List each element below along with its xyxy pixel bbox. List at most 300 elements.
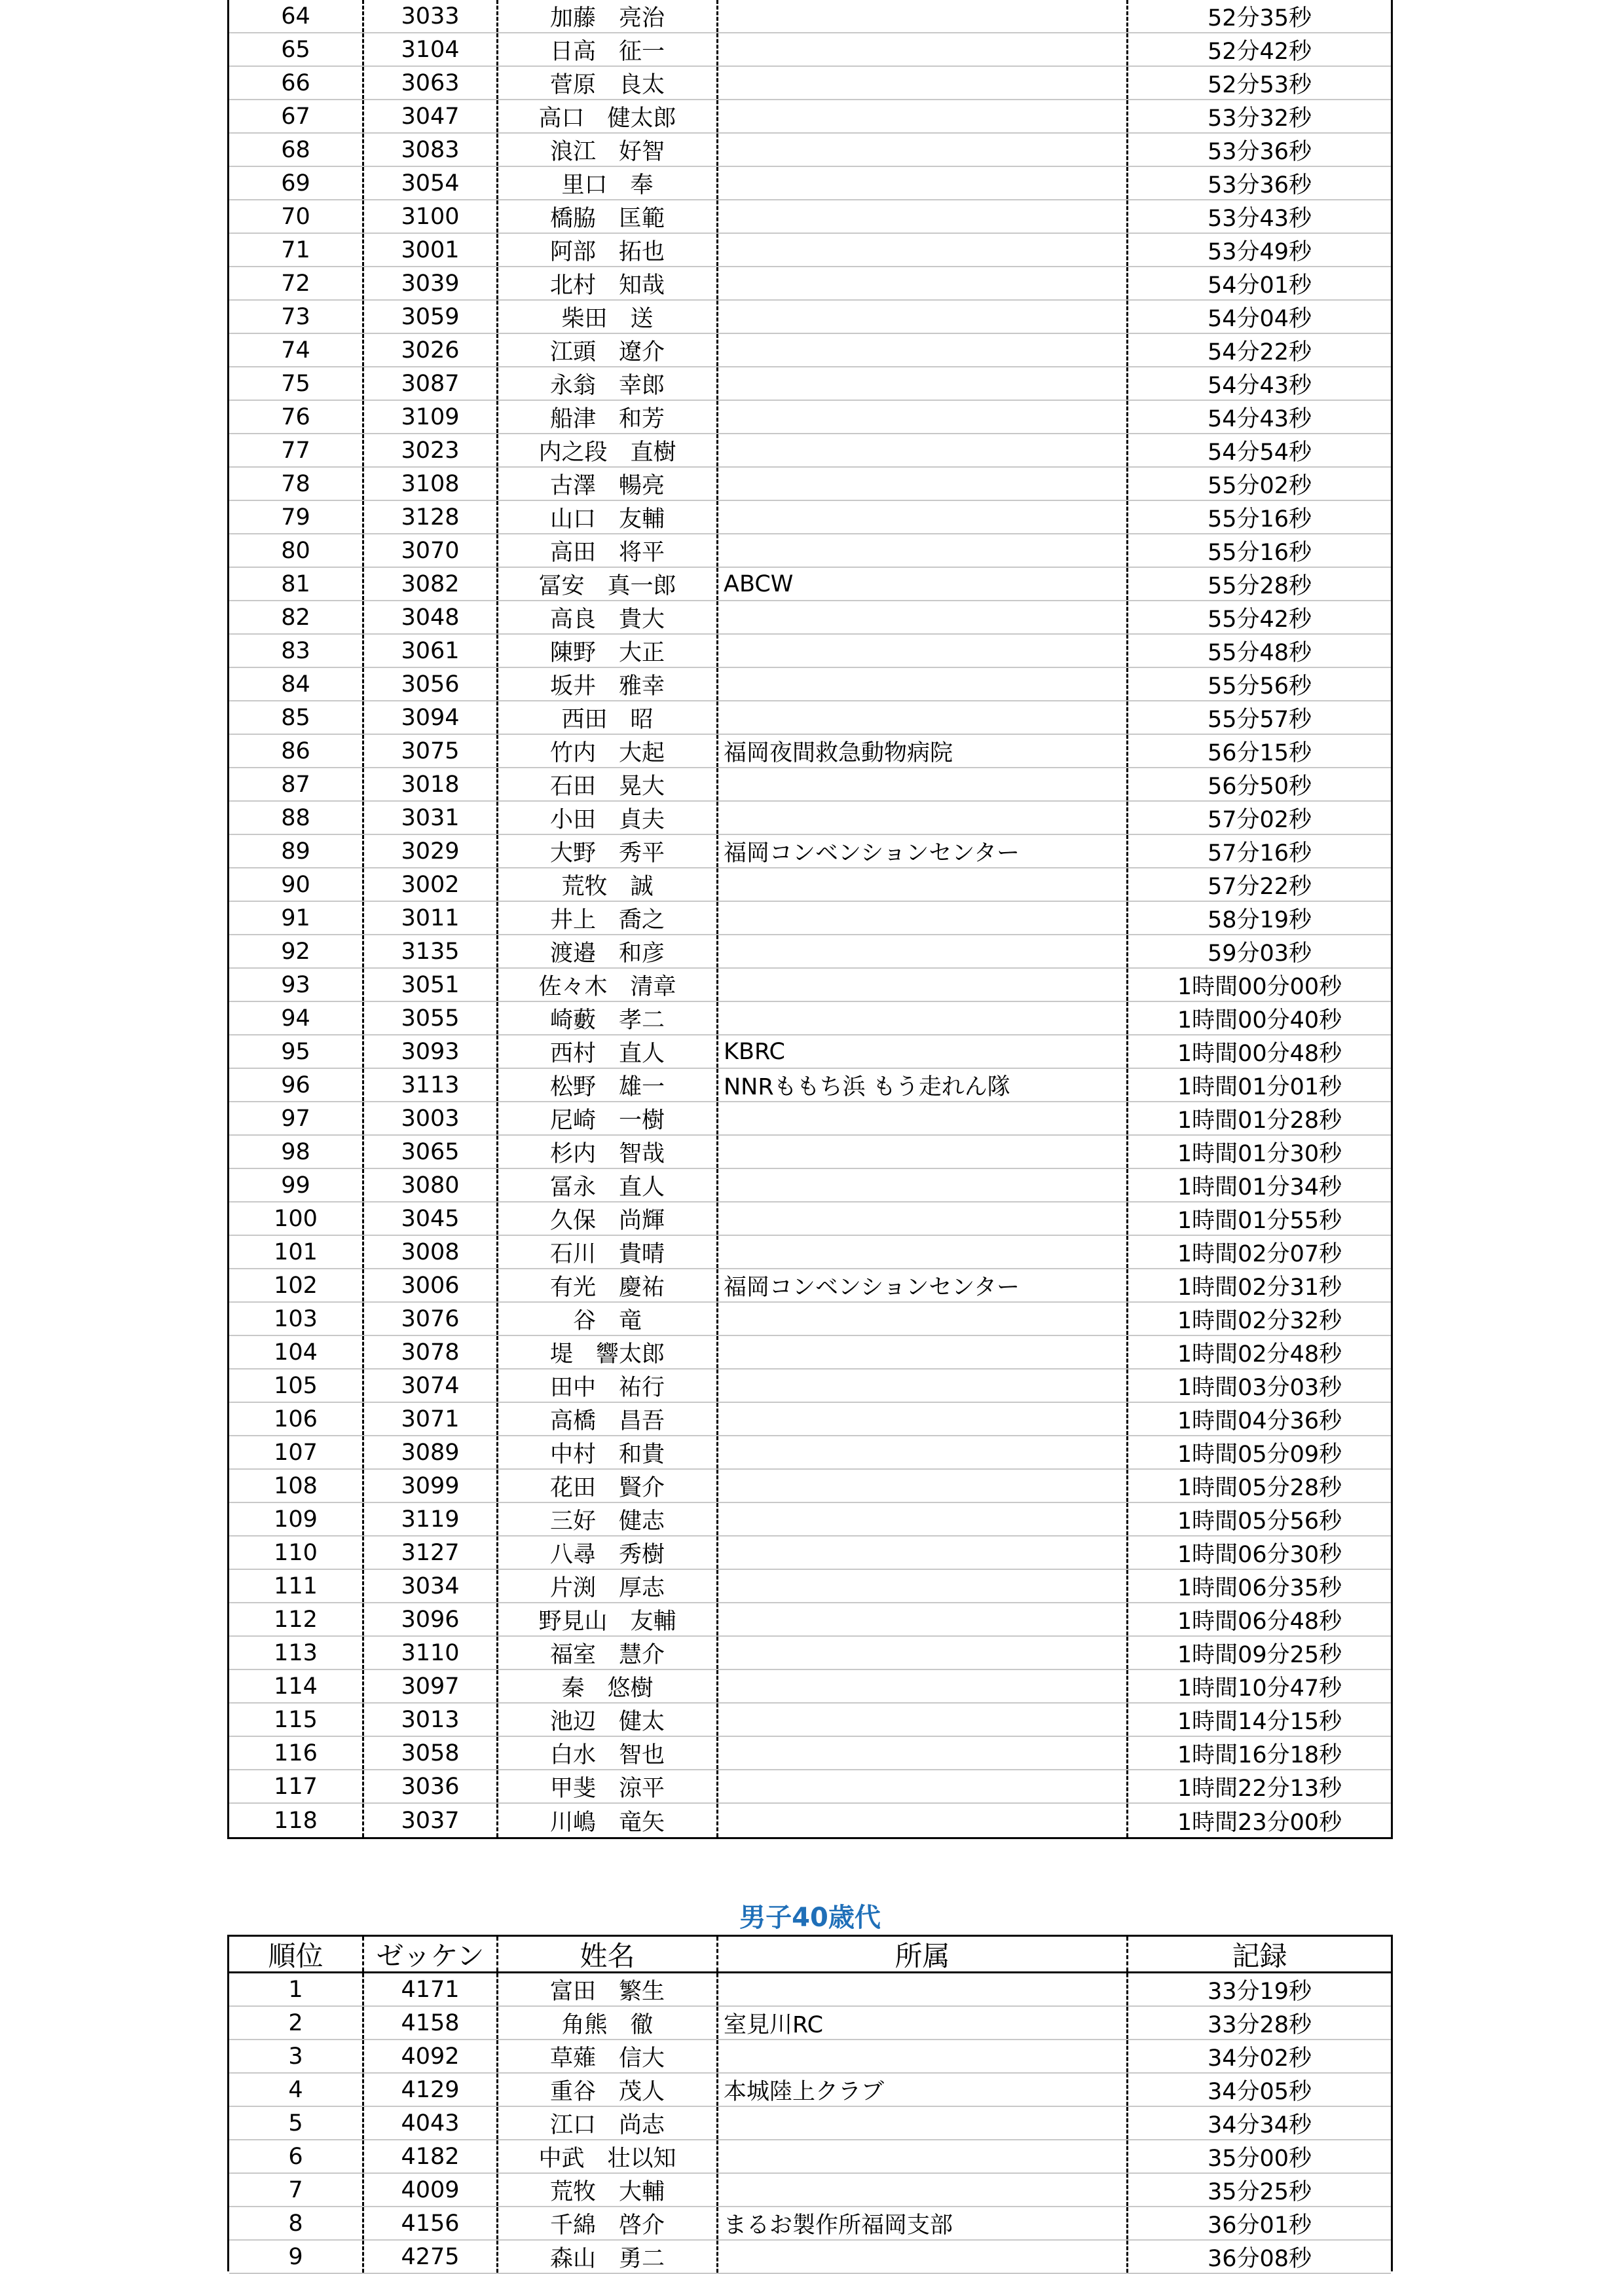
record-cell: 55分02秒 bbox=[1207, 472, 1312, 499]
record-cell: 52分53秒 bbox=[1207, 71, 1312, 98]
name-cell: 田中 祐行 bbox=[498, 1370, 718, 1402]
table-row bbox=[229, 2140, 1391, 2174]
table-row bbox=[229, 200, 1391, 234]
record-cell: 1時間14分15秒 bbox=[1177, 1708, 1342, 1735]
record-cell: 54分43秒 bbox=[1207, 405, 1312, 432]
table-row bbox=[229, 668, 1391, 701]
record-cell: 55分16秒 bbox=[1207, 539, 1312, 566]
affiliation-cell bbox=[718, 1704, 1128, 1736]
record-cell: 1時間05分56秒 bbox=[1177, 1508, 1342, 1535]
bib-cell: 3036 bbox=[364, 1770, 498, 1802]
table-row bbox=[229, 534, 1391, 568]
rank-cell: 117 bbox=[229, 1770, 364, 1802]
rank-cell: 81 bbox=[229, 568, 364, 600]
name-cell: 坂井 雅幸 bbox=[498, 668, 718, 700]
name-cell: 浪江 好智 bbox=[498, 134, 718, 166]
table-row bbox=[229, 1336, 1391, 1370]
record-cell: 1時間06分30秒 bbox=[1177, 1541, 1342, 1568]
name-cell: 松野 雄一 bbox=[498, 1069, 718, 1101]
bib-cell: 3076 bbox=[364, 1303, 498, 1335]
record-cell: 53分36秒 bbox=[1207, 138, 1312, 165]
affiliation-cell bbox=[718, 668, 1128, 700]
rank-cell: 90 bbox=[229, 868, 364, 901]
rank-cell: 103 bbox=[229, 1303, 364, 1335]
rank-cell: 66 bbox=[229, 67, 364, 99]
record-cell: 54分01秒 bbox=[1207, 272, 1312, 299]
table-row bbox=[229, 1770, 1391, 1804]
bib-cell: 3003 bbox=[364, 1102, 498, 1134]
rank-cell: 70 bbox=[229, 200, 364, 233]
bib-cell: 3051 bbox=[364, 969, 498, 1001]
affiliation-cell bbox=[718, 33, 1128, 65]
record-cell: 1時間05分09秒 bbox=[1177, 1441, 1342, 1468]
record-cell: 55分56秒 bbox=[1207, 673, 1312, 699]
record-cell: 1時間23分00秒 bbox=[1177, 1809, 1342, 1836]
bib-cell: 3087 bbox=[364, 367, 498, 400]
table-row bbox=[229, 1035, 1391, 1069]
record-cell: 35分25秒 bbox=[1207, 2178, 1312, 2205]
record-cell: 34分02秒 bbox=[1207, 2045, 1312, 2072]
rank-cell: 118 bbox=[229, 1804, 364, 1837]
record-cell: 36分08秒 bbox=[1207, 2245, 1312, 2272]
table-row bbox=[229, 1737, 1391, 1770]
bib-cell: 3047 bbox=[364, 100, 498, 132]
record-cell: 52分35秒 bbox=[1207, 5, 1312, 31]
name-cell: 陳野 大正 bbox=[498, 635, 718, 667]
table-row bbox=[229, 635, 1391, 668]
table-row bbox=[229, 1637, 1391, 1670]
bib-cell: 3097 bbox=[364, 1670, 498, 1702]
rank-cell: 83 bbox=[229, 635, 364, 667]
affiliation-cell bbox=[718, 1336, 1128, 1368]
bib-cell: 4182 bbox=[364, 2140, 498, 2172]
name-cell: 重谷 茂人 bbox=[498, 2074, 718, 2106]
rank-cell: 2 bbox=[229, 2007, 364, 2039]
name-cell: 角熊 徹 bbox=[498, 2007, 718, 2039]
rank-cell: 69 bbox=[229, 167, 364, 199]
table-row bbox=[229, 1136, 1391, 1169]
bib-cell: 3109 bbox=[364, 401, 498, 433]
rank-cell: 85 bbox=[229, 701, 364, 734]
name-cell: 石田 晃大 bbox=[498, 768, 718, 800]
results-table-men-40s bbox=[227, 1935, 1393, 2271]
table-row bbox=[229, 701, 1391, 735]
name-cell: 北村 知哉 bbox=[498, 267, 718, 299]
table-row bbox=[229, 134, 1391, 167]
affiliation-cell bbox=[718, 635, 1128, 667]
rank-cell: 110 bbox=[229, 1537, 364, 1569]
name-cell: 杉内 智哉 bbox=[498, 1136, 718, 1168]
table-row bbox=[229, 2074, 1391, 2107]
table-row bbox=[229, 2207, 1391, 2241]
record-cell: 57分16秒 bbox=[1207, 840, 1312, 867]
record-cell: 1時間02分07秒 bbox=[1177, 1240, 1342, 1267]
name-cell: 西村 直人 bbox=[498, 1035, 718, 1068]
rank-cell: 87 bbox=[229, 768, 364, 800]
bib-cell: 3037 bbox=[364, 1804, 498, 1837]
affiliation-cell bbox=[718, 367, 1128, 400]
name-cell: 橋脇 匡範 bbox=[498, 200, 718, 233]
header-affiliation: 所属 bbox=[718, 1937, 1128, 1971]
table-row bbox=[229, 735, 1391, 768]
record-cell: 59分03秒 bbox=[1207, 940, 1312, 967]
name-cell: 崎藪 孝二 bbox=[498, 1002, 718, 1034]
rank-cell: 82 bbox=[229, 601, 364, 633]
affiliation-cell bbox=[718, 501, 1128, 533]
record-cell: 53分36秒 bbox=[1207, 172, 1312, 198]
rank-cell: 101 bbox=[229, 1236, 364, 1268]
affiliation-cell: 福岡コンベンションセンター bbox=[718, 835, 1128, 867]
header-name: 姓名 bbox=[498, 1937, 718, 1971]
table-row bbox=[229, 2241, 1391, 2274]
affiliation-cell bbox=[718, 802, 1128, 834]
record-cell: 33分19秒 bbox=[1207, 1978, 1312, 2005]
record-cell: 36分01秒 bbox=[1207, 2212, 1312, 2239]
affiliation-cell bbox=[718, 134, 1128, 166]
affiliation-cell bbox=[718, 2040, 1128, 2072]
rank-cell: 84 bbox=[229, 668, 364, 700]
affiliation-cell bbox=[718, 534, 1128, 567]
affiliation-cell: NNRももち浜 もう走れん隊 bbox=[718, 1069, 1128, 1101]
name-cell: 堤 響太郎 bbox=[498, 1336, 718, 1368]
rank-cell: 107 bbox=[229, 1436, 364, 1468]
record-cell: 57分22秒 bbox=[1207, 873, 1312, 900]
rank-cell: 9 bbox=[229, 2241, 364, 2273]
rank-cell: 64 bbox=[229, 0, 364, 32]
table-row bbox=[229, 1236, 1391, 1269]
name-cell: 竹内 大起 bbox=[498, 735, 718, 767]
name-cell: 日高 征一 bbox=[498, 33, 718, 65]
name-cell: 高橋 昌吾 bbox=[498, 1403, 718, 1435]
affiliation-cell bbox=[718, 1737, 1128, 1769]
record-cell: 54分04秒 bbox=[1207, 305, 1312, 332]
table-row bbox=[229, 367, 1391, 401]
table-row bbox=[229, 334, 1391, 367]
table-row bbox=[229, 1436, 1391, 1470]
bib-cell: 4275 bbox=[364, 2241, 498, 2273]
rank-cell: 65 bbox=[229, 33, 364, 65]
table-row bbox=[229, 1503, 1391, 1537]
record-cell: 1時間05分28秒 bbox=[1177, 1474, 1342, 1501]
name-cell: 富田 繁生 bbox=[498, 1973, 718, 2005]
table-row bbox=[229, 2040, 1391, 2074]
bib-cell: 3061 bbox=[364, 635, 498, 667]
bib-cell: 3104 bbox=[364, 33, 498, 65]
record-cell: 1時間06分48秒 bbox=[1177, 1608, 1342, 1635]
rank-cell: 8 bbox=[229, 2207, 364, 2239]
record-cell: 55分16秒 bbox=[1207, 506, 1312, 532]
name-cell: 柴田 送 bbox=[498, 301, 718, 333]
table-row bbox=[229, 1973, 1391, 2007]
record-cell: 58分19秒 bbox=[1207, 906, 1312, 933]
record-cell: 56分15秒 bbox=[1207, 739, 1312, 766]
bib-cell: 3128 bbox=[364, 501, 498, 533]
rank-cell: 89 bbox=[229, 835, 364, 867]
table-row bbox=[229, 67, 1391, 100]
rank-cell: 80 bbox=[229, 534, 364, 567]
name-cell: 高良 貴大 bbox=[498, 601, 718, 633]
affiliation-cell bbox=[718, 1202, 1128, 1235]
affiliation-cell bbox=[718, 768, 1128, 800]
affiliation-cell: 室見川RC bbox=[718, 2007, 1128, 2039]
rank-cell: 77 bbox=[229, 434, 364, 466]
name-cell: 川嶋 竜矢 bbox=[498, 1804, 718, 1837]
table-row bbox=[229, 1670, 1391, 1704]
affiliation-cell bbox=[718, 1102, 1128, 1134]
record-cell: 53分32秒 bbox=[1207, 105, 1312, 132]
bib-cell: 3065 bbox=[364, 1136, 498, 1168]
affiliation-cell bbox=[718, 234, 1128, 266]
bib-cell: 4129 bbox=[364, 2074, 498, 2106]
record-cell: 1時間02分31秒 bbox=[1177, 1274, 1342, 1301]
table-row bbox=[229, 401, 1391, 434]
name-cell: 野見山 友輔 bbox=[498, 1603, 718, 1635]
bib-cell: 3033 bbox=[364, 0, 498, 32]
rank-cell: 93 bbox=[229, 969, 364, 1001]
rank-cell: 5 bbox=[229, 2107, 364, 2139]
affiliation-cell bbox=[718, 200, 1128, 233]
record-cell: 53分49秒 bbox=[1207, 238, 1312, 265]
record-cell: 55分42秒 bbox=[1207, 606, 1312, 633]
bib-cell: 3070 bbox=[364, 534, 498, 567]
bib-cell: 3089 bbox=[364, 1436, 498, 1468]
record-cell: 1時間22分13秒 bbox=[1177, 1775, 1342, 1802]
rank-cell: 68 bbox=[229, 134, 364, 166]
bib-cell: 3048 bbox=[364, 601, 498, 633]
rank-cell: 104 bbox=[229, 1336, 364, 1368]
affiliation-cell bbox=[718, 2107, 1128, 2139]
table-row bbox=[229, 1202, 1391, 1236]
rank-cell: 78 bbox=[229, 468, 364, 500]
bib-cell: 3108 bbox=[364, 468, 498, 500]
name-cell: 谷 竜 bbox=[498, 1303, 718, 1335]
table-row bbox=[229, 33, 1391, 67]
affiliation-cell bbox=[718, 267, 1128, 299]
bib-cell: 3093 bbox=[364, 1035, 498, 1068]
bib-cell: 3031 bbox=[364, 802, 498, 834]
name-cell: 内之段 直樹 bbox=[498, 434, 718, 466]
header-record: 記録 bbox=[1232, 1939, 1287, 1971]
bib-cell: 4092 bbox=[364, 2040, 498, 2072]
name-cell: 古澤 暢亮 bbox=[498, 468, 718, 500]
affiliation-cell bbox=[718, 1403, 1128, 1435]
name-cell: 菅原 良太 bbox=[498, 67, 718, 99]
bib-cell: 3001 bbox=[364, 234, 498, 266]
rank-cell: 100 bbox=[229, 1202, 364, 1235]
rank-cell: 97 bbox=[229, 1102, 364, 1134]
record-cell: 55分48秒 bbox=[1207, 639, 1312, 666]
record-cell: 34分34秒 bbox=[1207, 2112, 1312, 2138]
name-cell: 荒牧 大輔 bbox=[498, 2174, 718, 2206]
affiliation-cell bbox=[718, 868, 1128, 901]
bib-cell: 3113 bbox=[364, 1069, 498, 1101]
name-cell: 大野 秀平 bbox=[498, 835, 718, 867]
name-cell: 永翁 幸郎 bbox=[498, 367, 718, 400]
rank-cell: 96 bbox=[229, 1069, 364, 1101]
affiliation-cell bbox=[718, 935, 1128, 967]
record-cell: 1時間01分01秒 bbox=[1177, 1073, 1342, 1100]
rank-cell: 114 bbox=[229, 1670, 364, 1702]
bib-cell: 3094 bbox=[364, 701, 498, 734]
table-header-row bbox=[229, 1937, 1391, 1973]
bib-cell: 3099 bbox=[364, 1470, 498, 1502]
table-row bbox=[229, 902, 1391, 935]
affiliation-cell bbox=[718, 100, 1128, 132]
affiliation-cell: ABCW bbox=[718, 568, 1128, 600]
name-cell: 白水 智也 bbox=[498, 1737, 718, 1769]
affiliation-cell: まるお製作所福岡支部 bbox=[718, 2207, 1128, 2239]
name-cell: 甲斐 涼平 bbox=[498, 1770, 718, 1802]
name-cell: 石川 貴晴 bbox=[498, 1236, 718, 1268]
record-cell: 53分43秒 bbox=[1207, 205, 1312, 232]
bib-cell: 3008 bbox=[364, 1236, 498, 1268]
rank-cell: 75 bbox=[229, 367, 364, 400]
record-cell: 55分57秒 bbox=[1207, 706, 1312, 733]
name-cell: 八尋 秀樹 bbox=[498, 1537, 718, 1569]
rank-cell: 105 bbox=[229, 1370, 364, 1402]
name-cell: 渡邉 和彦 bbox=[498, 935, 718, 967]
affiliation-cell bbox=[718, 2140, 1128, 2172]
table-row bbox=[229, 768, 1391, 802]
table-row bbox=[229, 835, 1391, 868]
record-cell: 1時間00分00秒 bbox=[1177, 973, 1342, 1000]
bib-cell: 4043 bbox=[364, 2107, 498, 2139]
table-row bbox=[229, 267, 1391, 301]
name-cell: 江口 尚志 bbox=[498, 2107, 718, 2139]
name-cell: 有光 慶祐 bbox=[498, 1269, 718, 1301]
affiliation-cell bbox=[718, 167, 1128, 199]
table-row bbox=[229, 1169, 1391, 1202]
affiliation-cell bbox=[718, 969, 1128, 1001]
record-cell: 52分42秒 bbox=[1207, 38, 1312, 65]
rank-cell: 116 bbox=[229, 1737, 364, 1769]
table-row bbox=[229, 1370, 1391, 1403]
table-row bbox=[229, 234, 1391, 267]
bib-cell: 3018 bbox=[364, 768, 498, 800]
name-cell: 森山 勇二 bbox=[498, 2241, 718, 2273]
affiliation-cell bbox=[718, 434, 1128, 466]
table-row bbox=[229, 100, 1391, 134]
affiliation-cell: 福岡夜間救急動物病院 bbox=[718, 735, 1128, 767]
bib-cell: 4171 bbox=[364, 1973, 498, 2005]
record-cell: 54分43秒 bbox=[1207, 372, 1312, 399]
record-cell: 33分28秒 bbox=[1207, 2011, 1312, 2038]
affiliation-cell bbox=[718, 1804, 1128, 1837]
record-cell: 1時間10分47秒 bbox=[1177, 1675, 1342, 1702]
bib-cell: 3026 bbox=[364, 334, 498, 366]
section-title-men-40s: 男子40歳代 bbox=[739, 1903, 881, 1933]
name-cell: 花田 賢介 bbox=[498, 1470, 718, 1502]
rank-cell: 88 bbox=[229, 802, 364, 834]
name-cell: 高口 健太郎 bbox=[498, 100, 718, 132]
rank-cell: 95 bbox=[229, 1035, 364, 1068]
affiliation-cell bbox=[718, 701, 1128, 734]
record-cell: 1時間00分48秒 bbox=[1177, 1040, 1342, 1067]
table-row bbox=[229, 2174, 1391, 2207]
rank-cell: 67 bbox=[229, 100, 364, 132]
header-bib: ゼッケン bbox=[364, 1937, 498, 1971]
bib-cell: 3055 bbox=[364, 1002, 498, 1034]
affiliation-cell bbox=[718, 2241, 1128, 2273]
record-cell: 56分50秒 bbox=[1207, 773, 1312, 800]
record-cell: 54分54秒 bbox=[1207, 439, 1312, 466]
record-cell: 1時間01分55秒 bbox=[1177, 1207, 1342, 1234]
name-cell: 佐々木 清章 bbox=[498, 969, 718, 1001]
bib-cell: 3119 bbox=[364, 1503, 498, 1535]
name-cell: 冨安 真一郎 bbox=[498, 568, 718, 600]
name-cell: 福室 慧介 bbox=[498, 1637, 718, 1669]
record-cell: 57分02秒 bbox=[1207, 806, 1312, 833]
rank-cell: 102 bbox=[229, 1269, 364, 1301]
name-cell: 高田 将平 bbox=[498, 534, 718, 567]
table-row bbox=[229, 1537, 1391, 1570]
affiliation-cell bbox=[718, 301, 1128, 333]
bib-cell: 3013 bbox=[364, 1704, 498, 1736]
bib-cell: 3034 bbox=[364, 1570, 498, 1602]
bib-cell: 3002 bbox=[364, 868, 498, 901]
table-row bbox=[229, 1804, 1391, 1837]
name-cell: 西田 昭 bbox=[498, 701, 718, 734]
table-row bbox=[229, 1704, 1391, 1737]
bib-cell: 3082 bbox=[364, 568, 498, 600]
bib-cell: 3135 bbox=[364, 935, 498, 967]
affiliation-cell bbox=[718, 1603, 1128, 1635]
affiliation-cell bbox=[718, 1973, 1128, 2005]
rank-cell: 113 bbox=[229, 1637, 364, 1669]
table-row bbox=[229, 868, 1391, 902]
record-cell: 1時間09分25秒 bbox=[1177, 1641, 1342, 1668]
name-cell: 尼崎 一樹 bbox=[498, 1102, 718, 1134]
rank-cell: 115 bbox=[229, 1704, 364, 1736]
affiliation-cell bbox=[718, 1169, 1128, 1201]
affiliation-cell bbox=[718, 67, 1128, 99]
name-cell: 船津 和芳 bbox=[498, 401, 718, 433]
name-cell: 千綿 啓介 bbox=[498, 2207, 718, 2239]
table-row bbox=[229, 1102, 1391, 1136]
rank-cell: 76 bbox=[229, 401, 364, 433]
name-cell: 中武 壮以知 bbox=[498, 2140, 718, 2172]
affiliation-cell: 福岡コンベンションセンター bbox=[718, 1269, 1128, 1301]
rank-cell: 106 bbox=[229, 1403, 364, 1435]
name-cell: 荒牧 誠 bbox=[498, 868, 718, 901]
record-cell: 1時間00分40秒 bbox=[1177, 1007, 1342, 1034]
rank-cell: 92 bbox=[229, 935, 364, 967]
rank-cell: 86 bbox=[229, 735, 364, 767]
affiliation-cell bbox=[718, 401, 1128, 433]
bib-cell: 4158 bbox=[364, 2007, 498, 2039]
affiliation-cell bbox=[718, 1670, 1128, 1702]
rank-cell: 79 bbox=[229, 501, 364, 533]
table-row bbox=[229, 1570, 1391, 1603]
rank-cell: 94 bbox=[229, 1002, 364, 1034]
name-cell: 片渕 厚志 bbox=[498, 1570, 718, 1602]
rank-cell: 6 bbox=[229, 2140, 364, 2172]
bib-cell: 4009 bbox=[364, 2174, 498, 2206]
rank-cell: 73 bbox=[229, 301, 364, 333]
rank-cell: 98 bbox=[229, 1136, 364, 1168]
affiliation-cell bbox=[718, 1637, 1128, 1669]
bib-cell: 3063 bbox=[364, 67, 498, 99]
rank-cell: 91 bbox=[229, 902, 364, 934]
name-cell: 中村 和貴 bbox=[498, 1436, 718, 1468]
affiliation-cell bbox=[718, 334, 1128, 366]
table-row bbox=[229, 1069, 1391, 1102]
rank-cell: 99 bbox=[229, 1169, 364, 1201]
rank-cell: 111 bbox=[229, 1570, 364, 1602]
table-row bbox=[229, 935, 1391, 969]
rank-cell: 1 bbox=[229, 1973, 364, 2005]
name-cell: 三好 健志 bbox=[498, 1503, 718, 1535]
